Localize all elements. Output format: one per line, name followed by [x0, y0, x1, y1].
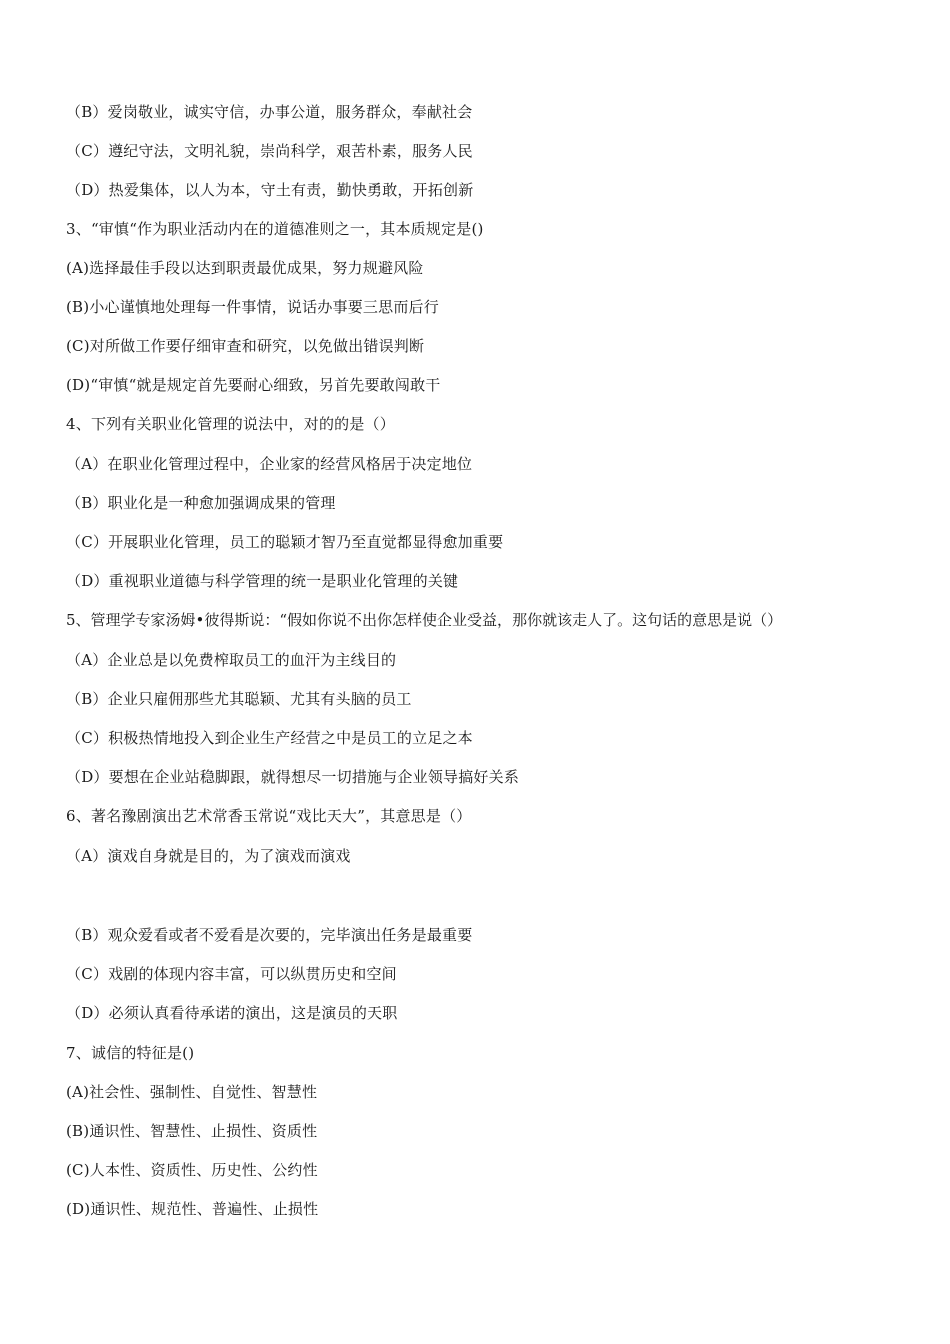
option-line: （A）企业总是以免费榨取员工的血汗为主线目的: [66, 651, 397, 669]
option-line: （B）观众爱看或者不爱看是次要的，完毕演出任务是最重要: [66, 926, 473, 944]
option-line: （A）在职业化管理过程中，企业家的经营风格居于决定地位: [66, 455, 473, 473]
option-line: (C)人本性、资质性、历史性、公约性: [66, 1161, 318, 1179]
option-line: （B）爱岗敬业，诚实守信，办事公道，服务群众，奉献社会: [66, 103, 473, 121]
question-line: 3、“审慎“作为职业活动内在的道德准则之一，其本质规定是(): [66, 220, 484, 238]
option-line: （C）戏剧的体现内容丰富，可以纵贯历史和空间: [66, 965, 397, 983]
option-line: （D）必须认真看待承诺的演出，这是演员的天职: [66, 1004, 398, 1022]
option-line: （B）企业只雇佣那些尤其聪颖、尤其有头脑的员工: [66, 690, 412, 708]
option-line: (C)对所做工作要仔细审查和研究，以免做出错误判断: [66, 337, 425, 355]
option-line: (A)社会性、强制性、自觉性、智慧性: [66, 1083, 318, 1101]
option-line: (D)通识性、规范性、普遍性、止损性: [66, 1200, 319, 1218]
option-line: (B)小心谨慎地处理每一件事情，说话办事要三思而后行: [66, 298, 439, 316]
option-line: （D）热爱集体，以人为本，守土有责，勤快勇敢，开拓创新: [66, 181, 474, 199]
question-line: 5、管理学专家汤姆•彼得斯说：“假如你说不出你怎样使企业受益，那你就该走人了。这句话的意思是说（）: [66, 611, 783, 629]
option-line: （D）要想在企业站稳脚跟，就得想尽一切措施与企业领导搞好关系: [66, 768, 520, 786]
option-line: (B)通识性、智慧性、止损性、资质性: [66, 1122, 318, 1140]
option-line: （C）遵纪守法，文明礼貌，崇尚科学，艰苦朴素，服务人民: [66, 142, 473, 160]
question-line: 7、诚信的特征是(): [66, 1044, 195, 1062]
option-line: （B）职业化是一种愈加强调成果的管理: [66, 494, 336, 512]
option-line: （D）重视职业道德与科学管理的统一是职业化管理的关键: [66, 572, 459, 590]
question-line: 4、下列有关职业化管理的说法中，对的的是（）: [66, 415, 395, 433]
option-line: （C）积极热情地投入到企业生产经营之中是员工的立足之本: [66, 729, 473, 747]
question-line: 6、著名豫剧演出艺术常香玉常说“戏比天大”，其意思是（）: [66, 807, 472, 825]
option-line: (D)“审慎“就是规定首先要耐心细致，另首先要敢闯敢干: [66, 376, 441, 394]
option-line: (A)选择最佳手段以达到职责最优成果，努力规避风险: [66, 259, 424, 277]
option-line: （C）开展职业化管理，员工的聪颖才智乃至直觉都显得愈加重要: [66, 533, 504, 551]
option-line: （A）演戏自身就是目的，为了演戏而演戏: [66, 847, 351, 865]
